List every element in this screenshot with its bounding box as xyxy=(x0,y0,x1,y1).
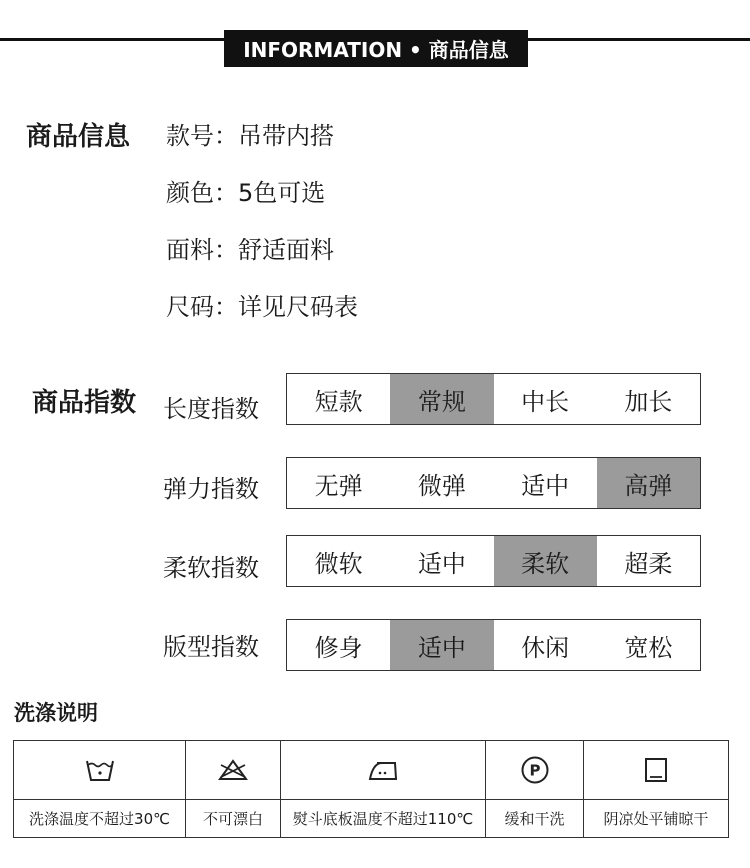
index-option[interactable]: 休闲 xyxy=(521,633,570,662)
info-row-color xyxy=(166,173,325,208)
index-scale-length xyxy=(286,373,701,425)
info-label: 面料： xyxy=(166,236,238,264)
wash-text: 熨斗底板温度不超过110℃ xyxy=(292,810,474,828)
index-option-selected[interactable]: 柔软 xyxy=(494,536,597,586)
index-scale-elasticity xyxy=(286,457,701,509)
index-option[interactable]: 超柔 xyxy=(624,549,673,578)
index-option[interactable]: 修身 xyxy=(314,633,363,662)
index-option[interactable]: 加长 xyxy=(624,387,673,416)
wash-item xyxy=(486,741,584,837)
index-option[interactable]: 中长 xyxy=(521,387,570,416)
index-option[interactable]: 宽松 xyxy=(624,633,673,662)
index-option-selected[interactable]: 常规 xyxy=(390,374,493,424)
index-option[interactable]: 微软 xyxy=(314,549,363,578)
index-option-selected[interactable]: 适中 xyxy=(390,620,493,670)
wash-item xyxy=(584,741,728,837)
index-option[interactable]: 微弹 xyxy=(417,471,466,500)
wash-tub-icon xyxy=(14,741,185,800)
info-value: 详见尺码表 xyxy=(238,293,358,321)
index-label-softness: 柔软指数 xyxy=(163,554,259,582)
iron-icon xyxy=(281,741,485,800)
info-label: 尺码： xyxy=(166,293,238,321)
info-value: 5色可选 xyxy=(238,179,326,207)
wash-text: 缓和干洗 xyxy=(504,810,565,828)
info-value: 舒适面料 xyxy=(238,236,334,264)
info-label: 款号： xyxy=(166,122,238,150)
section-header: INFORMATION • 商品信息 xyxy=(224,30,528,67)
wash-item xyxy=(14,741,186,837)
index-label-elasticity: 弹力指数 xyxy=(163,475,259,503)
wash-title: 洗涤说明 xyxy=(14,701,98,725)
index-option[interactable]: 适中 xyxy=(521,471,570,500)
info-row-size xyxy=(166,287,358,322)
no-bleach-icon xyxy=(186,741,280,800)
wash-item xyxy=(281,741,486,837)
index-option[interactable]: 短款 xyxy=(314,387,363,416)
flat-dry-icon xyxy=(584,741,728,800)
info-label: 颜色： xyxy=(166,179,238,207)
wash-text: 不可漂白 xyxy=(202,810,263,828)
product-info-title: 商品信息 xyxy=(26,122,131,152)
wash-text: 阴凉处平铺晾干 xyxy=(603,810,709,828)
index-option[interactable]: 无弹 xyxy=(314,471,363,500)
index-scale-softness xyxy=(286,535,701,587)
info-row-fabric xyxy=(166,230,334,265)
wash-table xyxy=(13,740,729,838)
index-label-length: 长度指数 xyxy=(163,395,259,423)
index-option[interactable]: 适中 xyxy=(417,549,466,578)
product-index-title: 商品指数 xyxy=(32,388,137,418)
info-row-style xyxy=(166,116,334,151)
index-scale-fit xyxy=(286,619,701,671)
wash-item xyxy=(186,741,281,837)
dry-clean-p-icon xyxy=(486,741,583,800)
dry-clean-letter: P xyxy=(529,761,540,780)
info-value: 吊带内搭 xyxy=(238,122,334,150)
index-option-selected[interactable]: 高弹 xyxy=(597,458,700,508)
index-label-fit: 版型指数 xyxy=(163,633,259,661)
wash-text: 洗涤温度不超过30℃ xyxy=(29,810,170,828)
